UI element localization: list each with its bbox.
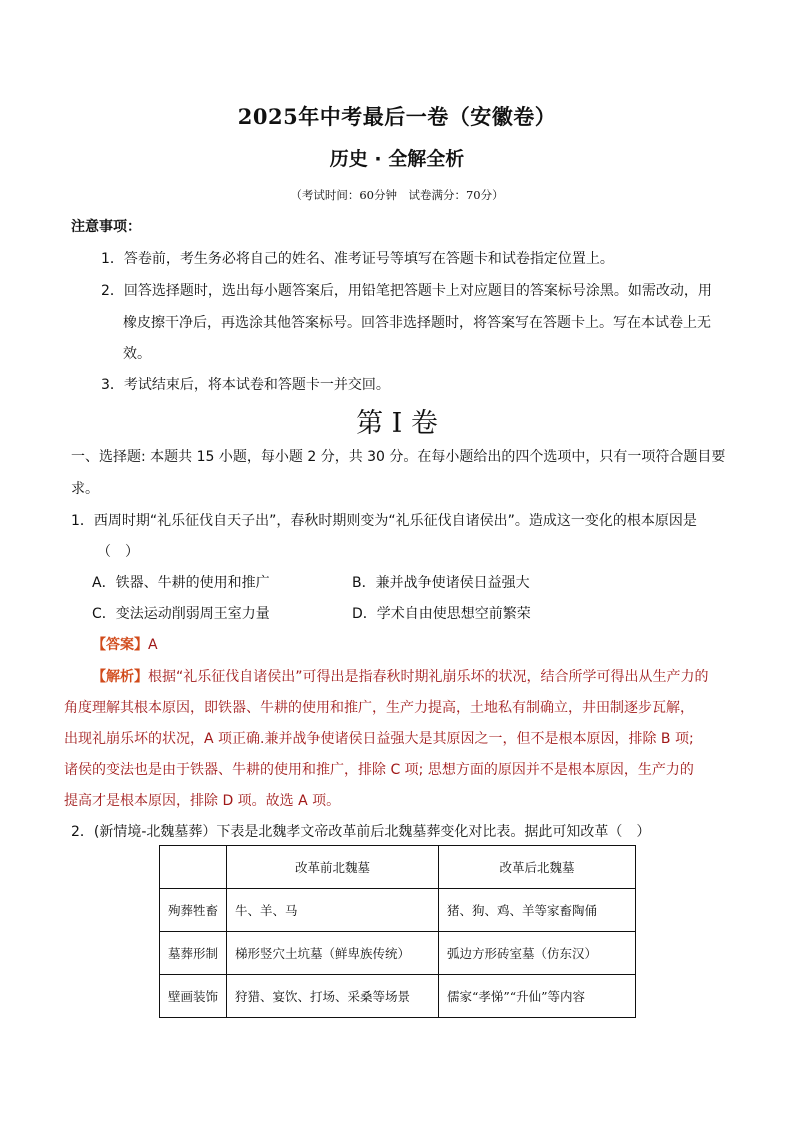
q1-option-a: A．铁器、牛耕的使用和推广 (92, 575, 270, 591)
table-cell: 狩猎、宴饮、打场、采桑等场景 (227, 975, 439, 1018)
q1-analysis-line-3: 出现礼崩乐坏的状况，A 项正确.兼并战争使诸侯日益强大是其原因之一，但不是根本原因，排除 B 项; (64, 731, 694, 747)
q1-analysis-line-2: 角度理解其根本原因，即铁器、牛耕的使用和推广，生产力提高，土地私有制确立，井田制逐步瓦解， (64, 700, 694, 716)
q1-answer (92, 634, 158, 654)
table-cell: 猪、狗、鸡、羊等家畜陶俑 (439, 889, 636, 932)
table-cell: 弧边方形砖室墓（仿东汉） (439, 932, 636, 975)
q1-analysis-line-1: 【解析】根据“礼乐征伐自诸侯出”可得出是指春秋时期礼崩乐坏的状况，结合所学可得出从生产力的 (92, 669, 709, 685)
note-item-1: 1．答卷前，考生务必将自己的姓名、准考证号等填写在答题卡和试卷指定位置上。 (101, 251, 614, 267)
answer-label: 【答案】 (92, 637, 148, 653)
q1-stem-bracket: （ ） (97, 544, 139, 560)
page-subtitle: 历史 · 全解全析 (329, 148, 465, 170)
notes-heading: 注意事项： (71, 219, 141, 235)
table-header-row (160, 846, 636, 889)
q1-option-b: B．兼并战争使诸侯日益强大 (352, 575, 530, 591)
q1-analysis-line-4: 诸侯的变法也是由于铁器、牛耕的使用和推广，排除 C 项; 思想方面的原因并不是根本原因，生产力的 (64, 762, 694, 778)
note-item-3: 3．考试结束后，将本试卷和答题卡一并交回。 (101, 377, 390, 393)
analysis-label: 【解析】 (92, 669, 148, 685)
section-instructions: 一、选择题: 本题共 15 小题，每小题 2 分，共 30 分。在每小题给出的四个选项中，只有一项符合题目要 (71, 449, 726, 465)
section-title: 第 I 卷 (356, 408, 438, 439)
q1-analysis-line-5: 提高才是根本原因，排除 D 项。故选 A 项。 (64, 793, 341, 809)
table-header-cell: 改革前北魏墓 (227, 846, 439, 889)
q1-option-d: D．学术自由使思想空前繁荣 (352, 606, 531, 622)
table-cell: 梯形竖穴土坑墓（鲜卑族传统） (227, 932, 439, 975)
table-header-cell: 改革后北魏墓 (439, 846, 636, 889)
table-row (160, 889, 636, 932)
comparison-table (159, 845, 636, 1018)
table-cell: 壁画装饰 (160, 975, 227, 1018)
section-instructions-cont: 求。 (71, 481, 99, 497)
q2-stem: 2．(新情境-北魏墓葬）下表是北魏孝文帝改革前后北魏墓葬变化对比表。据此可知改革（ ） (71, 824, 651, 840)
table-row (160, 932, 636, 975)
table-cell: 儒家“孝悌”“升仙”等内容 (439, 975, 636, 1018)
exam-info: （考试时间：60分钟 试卷满分：70分） (290, 188, 504, 202)
table-cell: 牛、羊、马 (227, 889, 439, 932)
note-item-2-end: 效。 (123, 346, 151, 362)
note-item-2: 2．回答选择题时，选出每小题答案后，用铅笔把答题卡上对应题目的答案标号涂黑。如需改动，用 (101, 283, 712, 299)
answer-value: A (148, 637, 158, 653)
table-cell: 殉葬牲畜 (160, 889, 227, 932)
table-cell: 墓葬形制 (160, 932, 227, 975)
table-row (160, 975, 636, 1018)
q1-option-c: C．变法运动削弱周王室力量 (92, 606, 270, 622)
table-header-cell (160, 846, 227, 889)
page-title: 2025年中考最后一卷（安徽卷） (237, 104, 557, 129)
note-item-2-cont: 橡皮擦干净后，再选涂其他答案标号。回答非选择题时，将答案写在答题卡上。写在本试卷上无 (123, 315, 711, 331)
q1-stem: 1．西周时期“礼乐征伐自天子出”，春秋时期则变为“礼乐征伐自诸侯出”。造成这一变化的根本原因是 (71, 513, 697, 529)
